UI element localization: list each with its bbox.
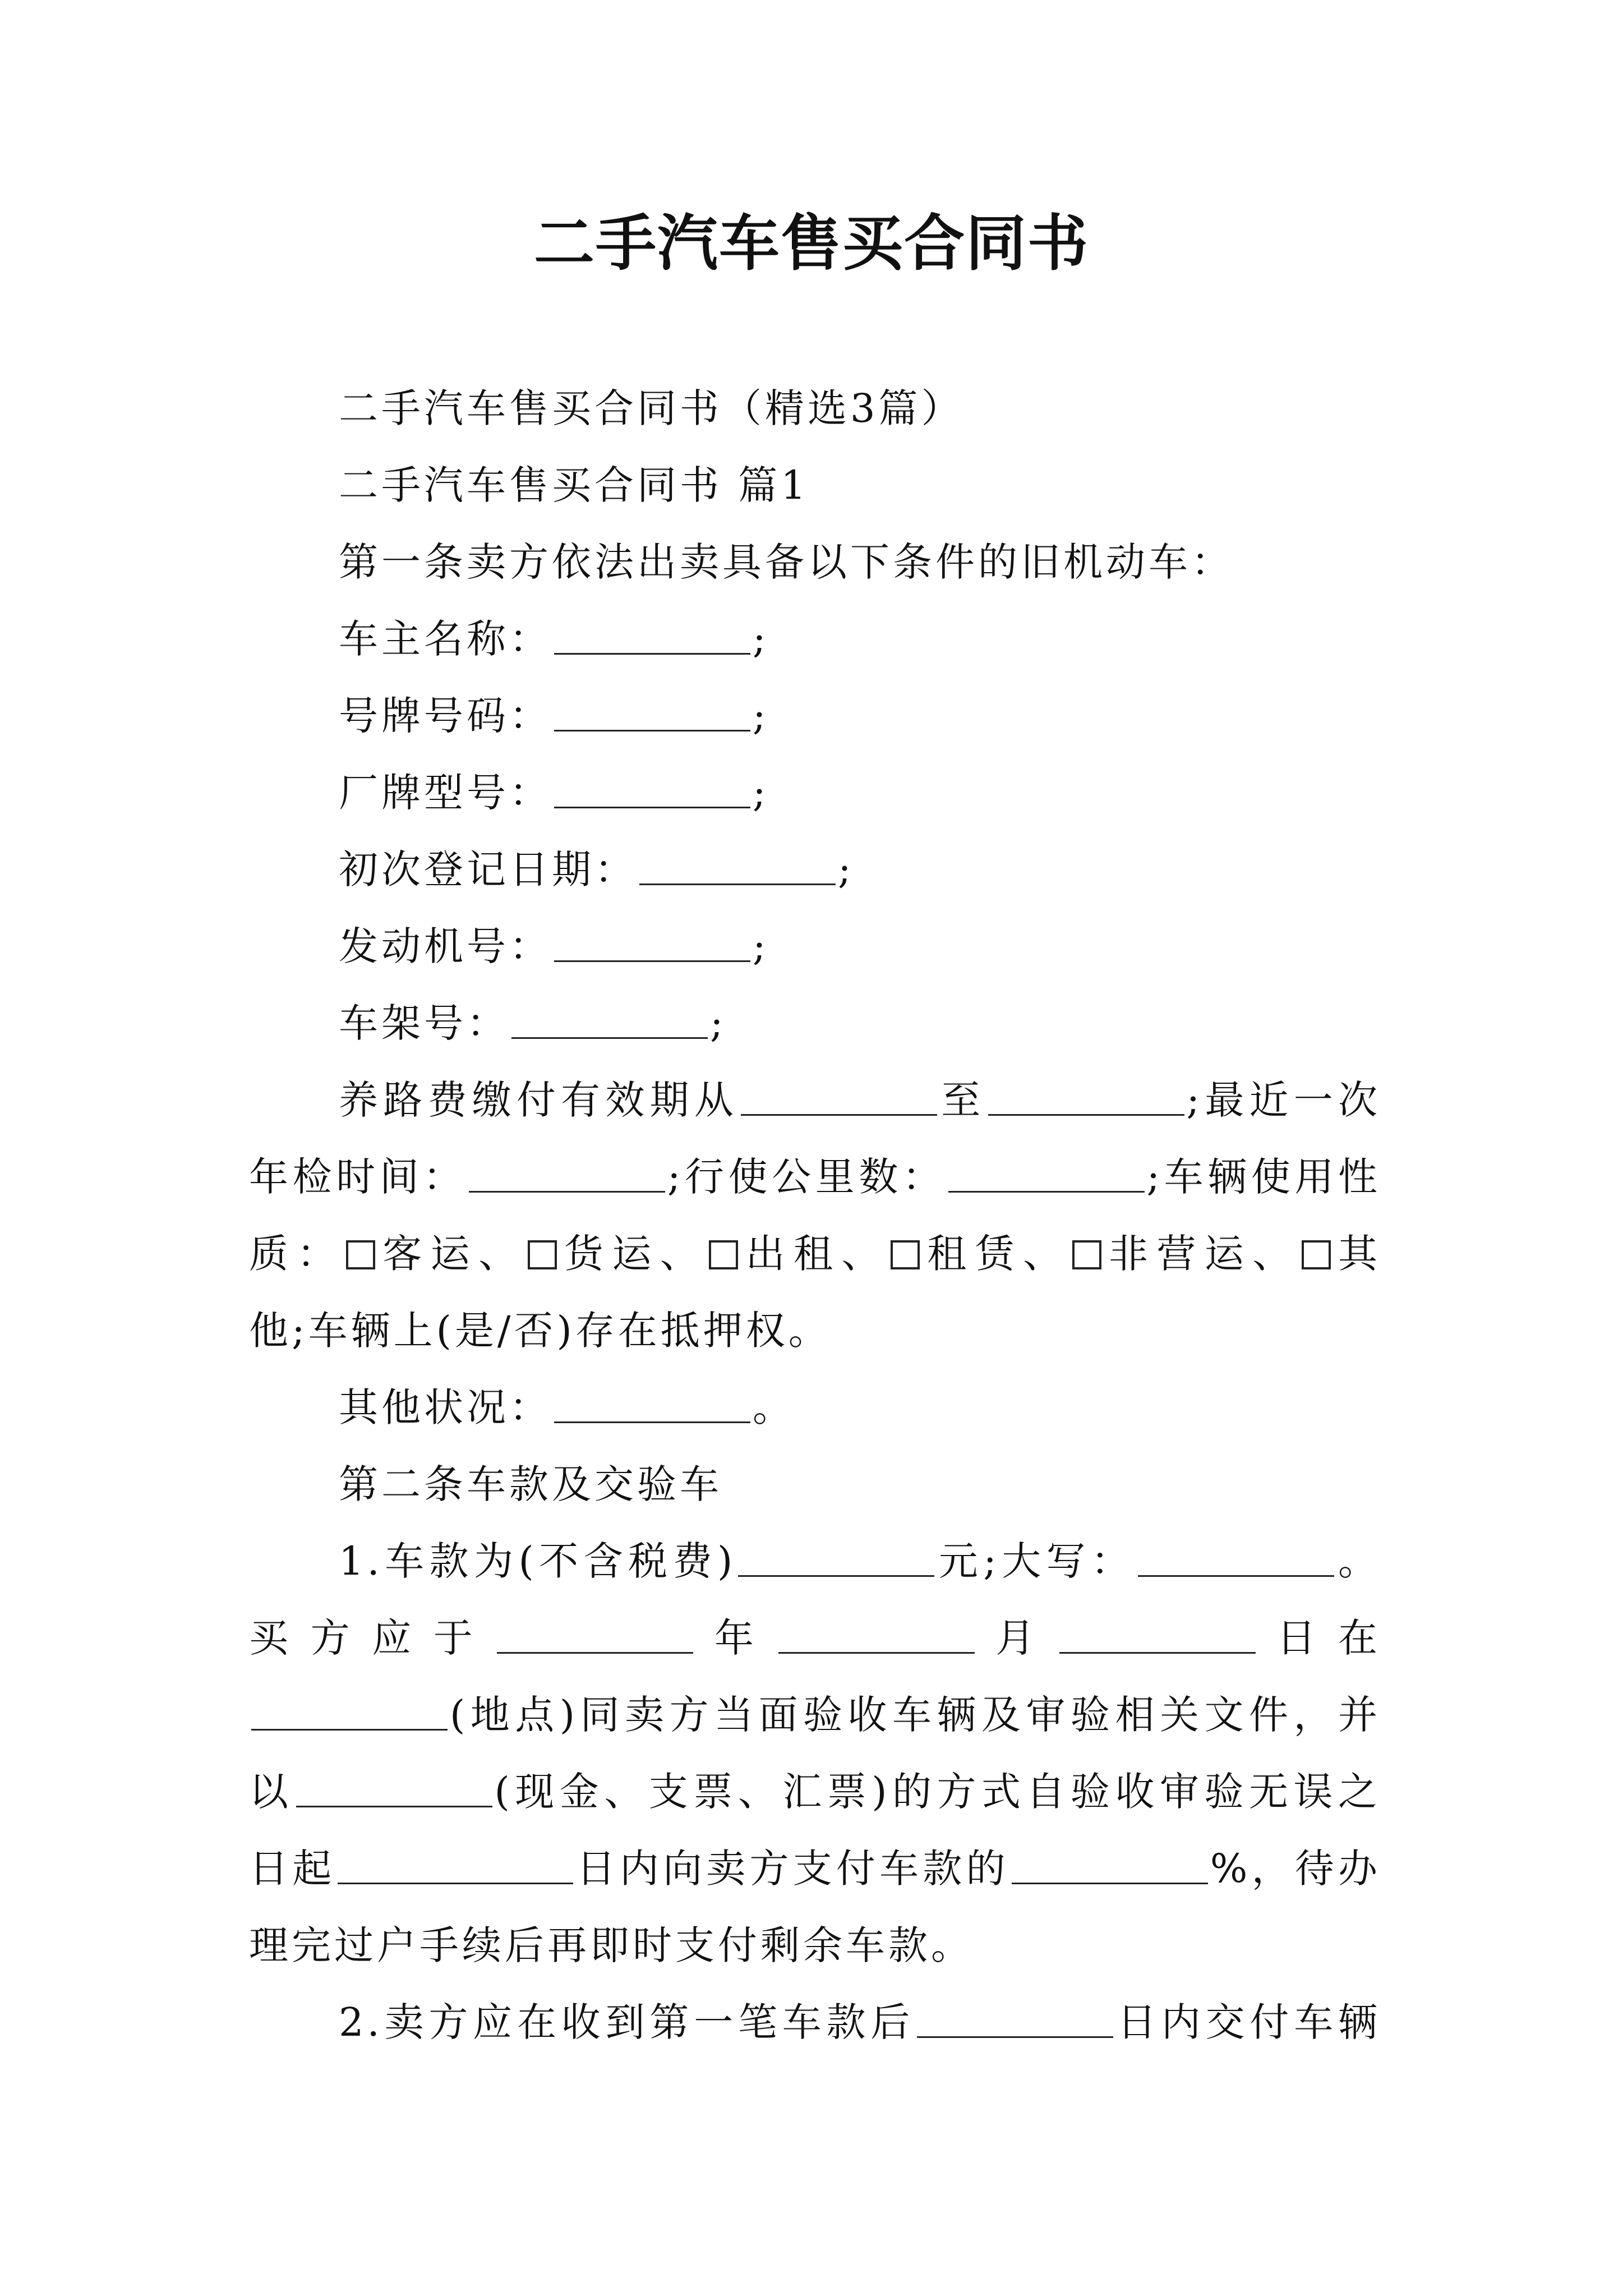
paragraph-line: 2.卖方应在收到第一笔车款后 日内交付车辆: [339, 1999, 1381, 2045]
field-brand-model: 厂牌型号： ;: [339, 770, 769, 816]
blank-field[interactable]: [988, 1080, 1184, 1116]
blank-field[interactable]: [948, 1157, 1145, 1193]
usage-options-line: 质： 客运、 货运、 出租、 租赁、 非营运、 其: [249, 1231, 1381, 1277]
clause-heading: 第一条卖方依法出卖具备以下条件的旧机动车：: [339, 539, 1234, 585]
paragraph-line: (地点)同卖方当面验收车辆及审验相关文件，并: [249, 1677, 1381, 1754]
field-first-registration: 初次登记日期： ;: [339, 846, 855, 892]
blank-field[interactable]: [469, 1157, 665, 1193]
paragraph-line: 1.车款为(不含税费) 元;大写： 。: [339, 1538, 1381, 1584]
blank-field[interactable]: [554, 773, 750, 808]
paragraph-line: 养路费缴付有效期从 至 ;最近一次: [339, 1077, 1381, 1123]
field-owner-name: 车主名称： ;: [339, 616, 769, 662]
blank-field[interactable]: [917, 2003, 1113, 2038]
blank-field[interactable]: [778, 1618, 975, 1654]
blank-field[interactable]: [251, 1695, 448, 1731]
blank-field[interactable]: [741, 1080, 937, 1116]
paragraph-line: 以 (现金、支票、汇票)的方式自验收审验无误之: [249, 1769, 1381, 1815]
blank-field[interactable]: [554, 927, 750, 962]
checkbox[interactable]: [346, 1240, 375, 1269]
blank-field[interactable]: [1059, 1618, 1256, 1654]
field-plate-number: 号牌号码： ;: [339, 693, 769, 739]
subtitle-line: 二手汽车售买合同书（精选3篇）: [339, 385, 964, 431]
section-heading: 二手汽车售买合同书 篇1: [339, 462, 809, 508]
checkbox[interactable]: [709, 1240, 738, 1269]
blank-field[interactable]: [554, 1388, 750, 1423]
document-body: [249, 370, 1381, 2061]
blank-field[interactable]: [554, 619, 750, 655]
checkbox[interactable]: [528, 1240, 557, 1269]
paragraph-line: 日起 日内向卖方支付车款的 %，待办: [249, 1846, 1381, 1892]
paragraph-line: 理完过户手续后再即时支付剩余车款。: [249, 1922, 974, 1968]
checkbox[interactable]: [1072, 1240, 1101, 1269]
blank-field[interactable]: [738, 1542, 934, 1577]
field-frame-number: 车架号： ;: [339, 1000, 727, 1046]
field-engine-number: 发动机号： ;: [339, 923, 769, 969]
field-other-status: 其他状况： 。: [339, 1384, 795, 1430]
checkbox[interactable]: [1302, 1240, 1331, 1269]
blank-field[interactable]: [639, 850, 836, 885]
blank-field[interactable]: [1012, 1849, 1208, 1884]
blank-field[interactable]: [1138, 1542, 1334, 1577]
blank-field[interactable]: [511, 1004, 708, 1039]
blank-field[interactable]: [296, 1772, 492, 1807]
paragraph-line: 买方应于 年 月 日在: [249, 1615, 1381, 1661]
blank-field[interactable]: [554, 696, 750, 731]
clause-heading: 第二条车款及交验车: [339, 1461, 722, 1507]
paragraph-line: 他;车辆上(是/否)存在抵押权。: [249, 1308, 831, 1354]
paragraph-line: 年检时间： ;行使公里数： ;车辆使用性: [249, 1154, 1381, 1200]
checkbox[interactable]: [891, 1240, 920, 1269]
document-title: 二手汽车售买合同书: [533, 209, 1089, 279]
blank-field[interactable]: [497, 1618, 693, 1654]
blank-field[interactable]: [338, 1849, 573, 1884]
